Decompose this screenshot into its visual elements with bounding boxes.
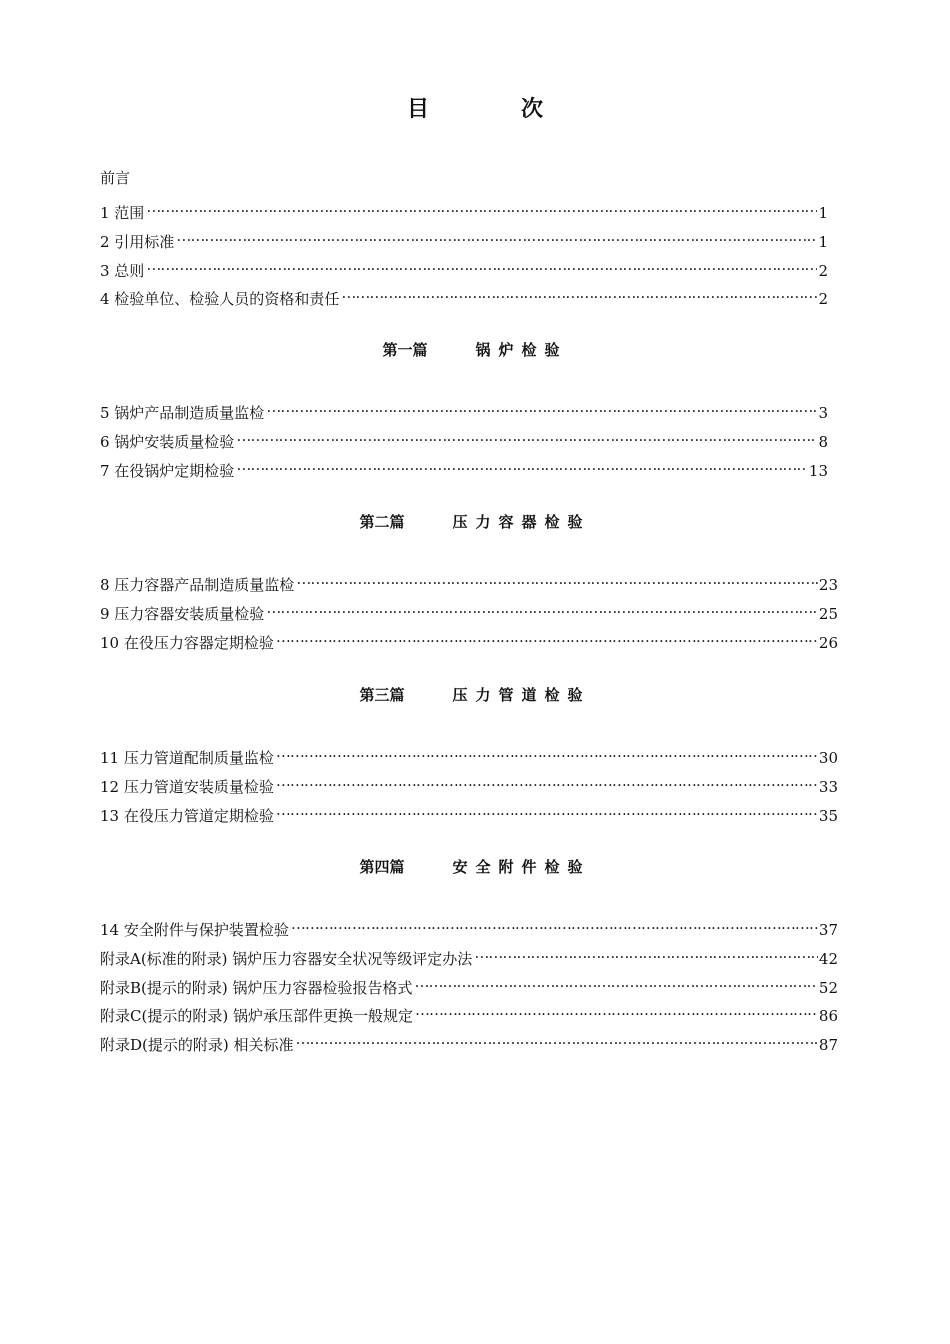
- toc-entry[interactable]: [100, 770, 838, 796]
- toc-entry[interactable]: [100, 1028, 838, 1054]
- toc-entry-label: 12 压力管道安装质量检验: [100, 778, 274, 796]
- toc-entry-label: 2 引用标准: [100, 233, 175, 251]
- toc-entry[interactable]: [100, 454, 828, 480]
- toc-entry-page: 42: [818, 950, 838, 968]
- toc-preface[interactable]: 前言: [100, 169, 131, 187]
- toc-entry-label: 9 压力容器安装质量检验: [100, 605, 265, 623]
- toc-entry-label: 附录C(提示的附录) 锅炉承压部件更换一般规定: [100, 1007, 413, 1025]
- dot-leader: [236, 454, 808, 476]
- toc-entry-page: 1: [818, 233, 828, 251]
- toc-entry-label: 11 压力管道配制质量监检: [100, 749, 274, 767]
- toc-entry-page: 87: [818, 1036, 838, 1054]
- toc-entry-label: 6 锅炉安装质量检验: [100, 433, 235, 451]
- toc-entry-page: 37: [818, 921, 838, 939]
- dot-leader: [146, 254, 817, 276]
- dot-leader: [276, 799, 818, 821]
- toc-entry[interactable]: [100, 425, 828, 451]
- dot-leader: [296, 1028, 818, 1050]
- toc-entry-page: 13: [808, 462, 828, 480]
- toc-entry[interactable]: [100, 282, 828, 308]
- title-char-1: 目: [406, 96, 429, 122]
- toc-entry-page: 1: [818, 204, 828, 222]
- toc-entry-page: 35: [818, 807, 838, 825]
- toc-entry[interactable]: [100, 971, 838, 997]
- part-number: 第一篇: [382, 341, 428, 359]
- toc-entry[interactable]: [100, 741, 838, 767]
- dot-leader: [276, 741, 818, 763]
- toc-entry-page: 8: [818, 433, 828, 451]
- part-title: 锅炉检验: [475, 341, 568, 359]
- part-heading: [0, 855, 950, 879]
- toc-entry[interactable]: [100, 196, 828, 222]
- dot-leader: [276, 770, 818, 792]
- dot-leader: [266, 396, 817, 418]
- dot-leader: [266, 597, 818, 619]
- toc-entry[interactable]: [100, 999, 838, 1025]
- part-heading: [0, 338, 950, 362]
- toc-entry-page: 26: [818, 634, 838, 652]
- dot-leader: [276, 626, 818, 648]
- toc-entry-page: 86: [818, 1007, 838, 1025]
- toc-entry[interactable]: [100, 396, 828, 422]
- dot-leader: [146, 196, 817, 218]
- toc-entry-label: 4 检验单位、检验人员的资格和责任: [100, 290, 340, 308]
- toc-entry-page: 3: [818, 404, 828, 422]
- toc-entry-label: 5 锅炉产品制造质量监检: [100, 404, 265, 422]
- toc-entry[interactable]: [100, 597, 838, 623]
- toc-entry[interactable]: [100, 568, 838, 594]
- dot-leader: [415, 971, 818, 993]
- toc-entry-page: 2: [818, 290, 828, 308]
- toc-entry[interactable]: [100, 254, 828, 280]
- toc-entry-page: 30: [818, 749, 838, 767]
- toc-entry[interactable]: [100, 799, 838, 825]
- dot-leader: [415, 999, 818, 1021]
- toc-entry-page: 52: [818, 979, 838, 997]
- toc-entry-label: 7 在役锅炉定期检验: [100, 462, 235, 480]
- part-title: 安全附件检验: [452, 858, 591, 876]
- toc-entry-page: 23: [818, 576, 838, 594]
- part-number: 第二篇: [359, 513, 405, 531]
- toc-entry-label: 1 范围: [100, 204, 145, 222]
- title-char-2: 次: [521, 96, 544, 122]
- toc-entry-label: 8 压力容器产品制造质量监检: [100, 576, 295, 594]
- dot-leader: [474, 942, 818, 964]
- toc-entry[interactable]: [100, 225, 828, 251]
- dot-leader: [341, 282, 817, 304]
- toc-entry-page: 25: [818, 605, 838, 623]
- toc-entry-page: 33: [818, 778, 838, 796]
- part-heading: [0, 683, 950, 707]
- part-number: 第四篇: [359, 858, 405, 876]
- dot-leader: [296, 568, 818, 590]
- part-title: 压力管道检验: [452, 686, 591, 704]
- dot-leader: [236, 425, 817, 447]
- toc-entry-label: 附录B(提示的附录) 锅炉压力容器检验报告格式: [100, 979, 413, 997]
- toc-entry-page: 2: [818, 262, 828, 280]
- toc-entry[interactable]: [100, 626, 838, 652]
- toc-entry[interactable]: [100, 913, 838, 939]
- part-number: 第三篇: [359, 686, 405, 704]
- toc-entry-label: 3 总则: [100, 262, 145, 280]
- dot-leader: [291, 913, 818, 935]
- toc-entry-label: 附录D(提示的附录) 相关标准: [100, 1036, 294, 1054]
- part-title: 压力容器检验: [452, 513, 591, 531]
- toc-entry-label: 14 安全附件与保护装置检验: [100, 921, 289, 939]
- toc-entry[interactable]: [100, 942, 838, 968]
- page-title: [0, 92, 950, 123]
- toc-entry-label: 10 在役压力容器定期检验: [100, 634, 274, 652]
- toc-entry-label: 附录A(标准的附录) 锅炉压力容器安全状况等级评定办法: [100, 950, 473, 968]
- toc-entry-label: 13 在役压力管道定期检验: [100, 807, 274, 825]
- part-heading: [0, 510, 950, 534]
- dot-leader: [176, 225, 817, 247]
